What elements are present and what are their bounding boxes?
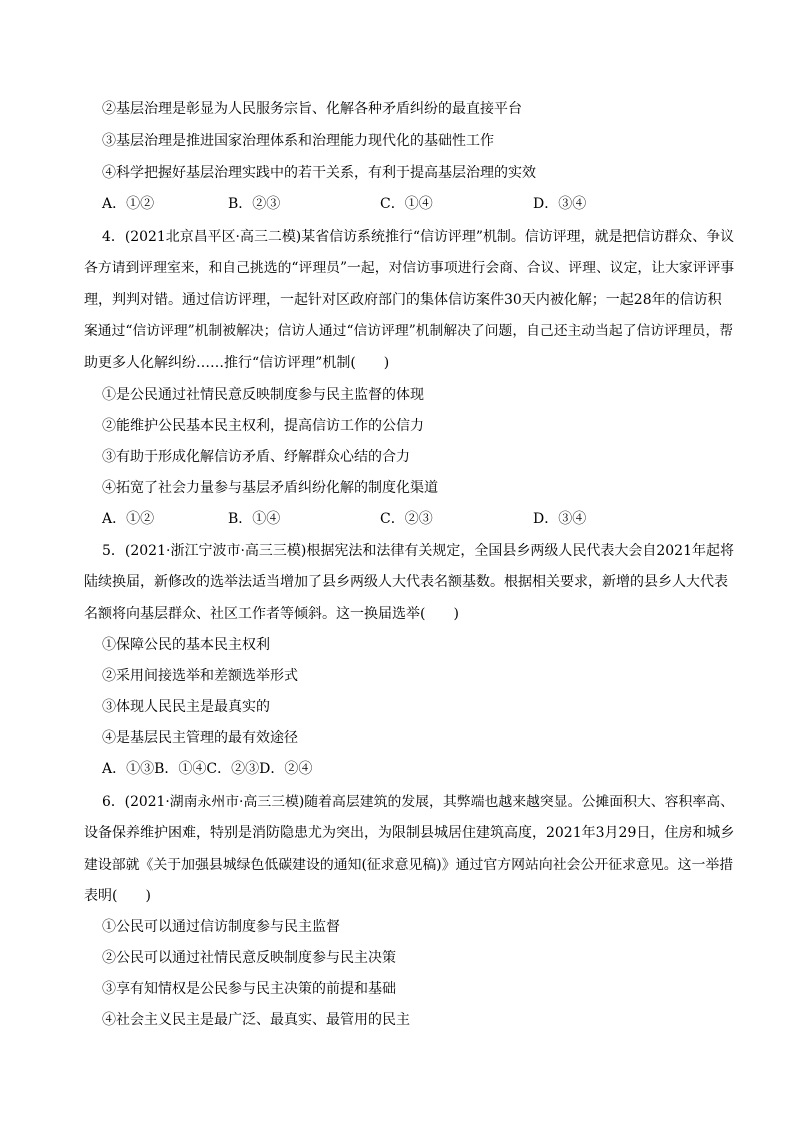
q5-statement: ②采用间接选举和差额选举形式 [102, 668, 298, 684]
q6-statement: ②公民可以通过社情民意反映制度参与民主决策 [102, 950, 396, 966]
q6-statement: ①公民可以通过信访制度参与民主监督 [102, 919, 340, 935]
q6-statement: ④社会主义民主是最广泛、最真实、最管用的民主 [102, 1012, 410, 1028]
q4-statement: ③有助于形成化解信访矛盾、纾解群众心结的合力 [102, 449, 410, 465]
answer-d: D．③④ [533, 196, 587, 212]
statement-4: ④科学把握好基层治理实践中的若干关系，有利于提高基层治理的实效 [102, 165, 536, 181]
q5-stem-line: 5．(2021·浙江宁波市·高三三模)根据宪法和法律有关规定，全国县乡两级人民代表大会自2021年起将 [102, 543, 734, 559]
q4-stem-line: 各方请到评理室来，和自己挑选的“评理员”一起，对信访事项进行会商、合议、评理、议定，让大家评评事 [84, 260, 735, 276]
answer-b: B．②③ [228, 196, 281, 212]
q6-stem-line: 建设部就《关于加强县城绿色低碳建设的通知(征求意见稿)》通过官方网站向社会公开征求意见。这一举措 [84, 857, 734, 873]
q6-statement: ③享有知情权是公民参与民主决策的前提和基础 [102, 981, 396, 997]
q6-stem-line: 6．(2021·湖南永州市·高三三模)随着高层建筑的发展，其弊端也越来越突显。公摊面积大、容积率高、 [102, 794, 734, 810]
answer-c: C．①④ [380, 196, 433, 212]
statement-2: ②基层治理是彰显为人民服务宗旨、化解各种矛盾纠纷的最直接平台 [102, 101, 522, 117]
answer-d: D．③④ [533, 511, 587, 527]
q4-stem-line: 助更多人化解纠纷……推行“信访评理”机制( ) [84, 355, 390, 371]
q4-statement: ①是公民通过社情民意反映制度参与民主监督的体现 [102, 387, 424, 403]
q5-statement: ④是基层民主管理的最有效途径 [102, 730, 298, 746]
answer-b: B．①④ [228, 511, 281, 527]
q4-stem-line: 理，判判对错。通过信访评理，一起针对区政府部门的集体信访案件30天内被化解；一起28年的信访积 [84, 292, 722, 308]
q5-answer-options: A．①③B．①④C．②③D．②④ [102, 761, 313, 777]
q5-statement: ①保障公民的基本民主权利 [102, 637, 270, 653]
q6-stem-line: 表明( ) [84, 888, 151, 904]
answer-a: A．①② [102, 511, 155, 527]
q5-stem-line: 名额将向基层群众、社区工作者等倾斜。这一换届选举( ) [84, 606, 459, 622]
answer-a: A．①② [102, 196, 155, 212]
q5-statement: ③体现人民民主是最真实的 [102, 699, 270, 715]
q5-stem-line: 陆续换届，新修改的选举法适当增加了县乡两级人大代表名额基数。根据相关要求，新增的县乡人大代表 [84, 574, 728, 590]
answer-c: C．②③ [380, 511, 433, 527]
statement-3: ③基层治理是推进国家治理体系和治理能力现代化的基础性工作 [102, 133, 494, 149]
q4-stem-line: 案通过“信访评理”机制被解决；信访人通过“信访评理”机制解决了问题，自己还主动当起了信访评理员，帮 [84, 323, 734, 339]
q6-stem-line: 设备保养维护困难，特别是消防隐患尤为突出，为限制县城居住建筑高度，2021年3月29日，住房和城乡 [84, 825, 735, 841]
q4-stem-line: 4．(2021北京昌平区·高三二模)某省信访系统推行“信访评理”机制。信访评理，就是把信访群众、争议 [102, 229, 735, 245]
q4-statement: ④拓宽了社会力量参与基层矛盾纠纷化解的制度化渠道 [102, 480, 438, 496]
q4-statement: ②能维护公民基本民主权利，提高信访工作的公信力 [102, 418, 424, 434]
